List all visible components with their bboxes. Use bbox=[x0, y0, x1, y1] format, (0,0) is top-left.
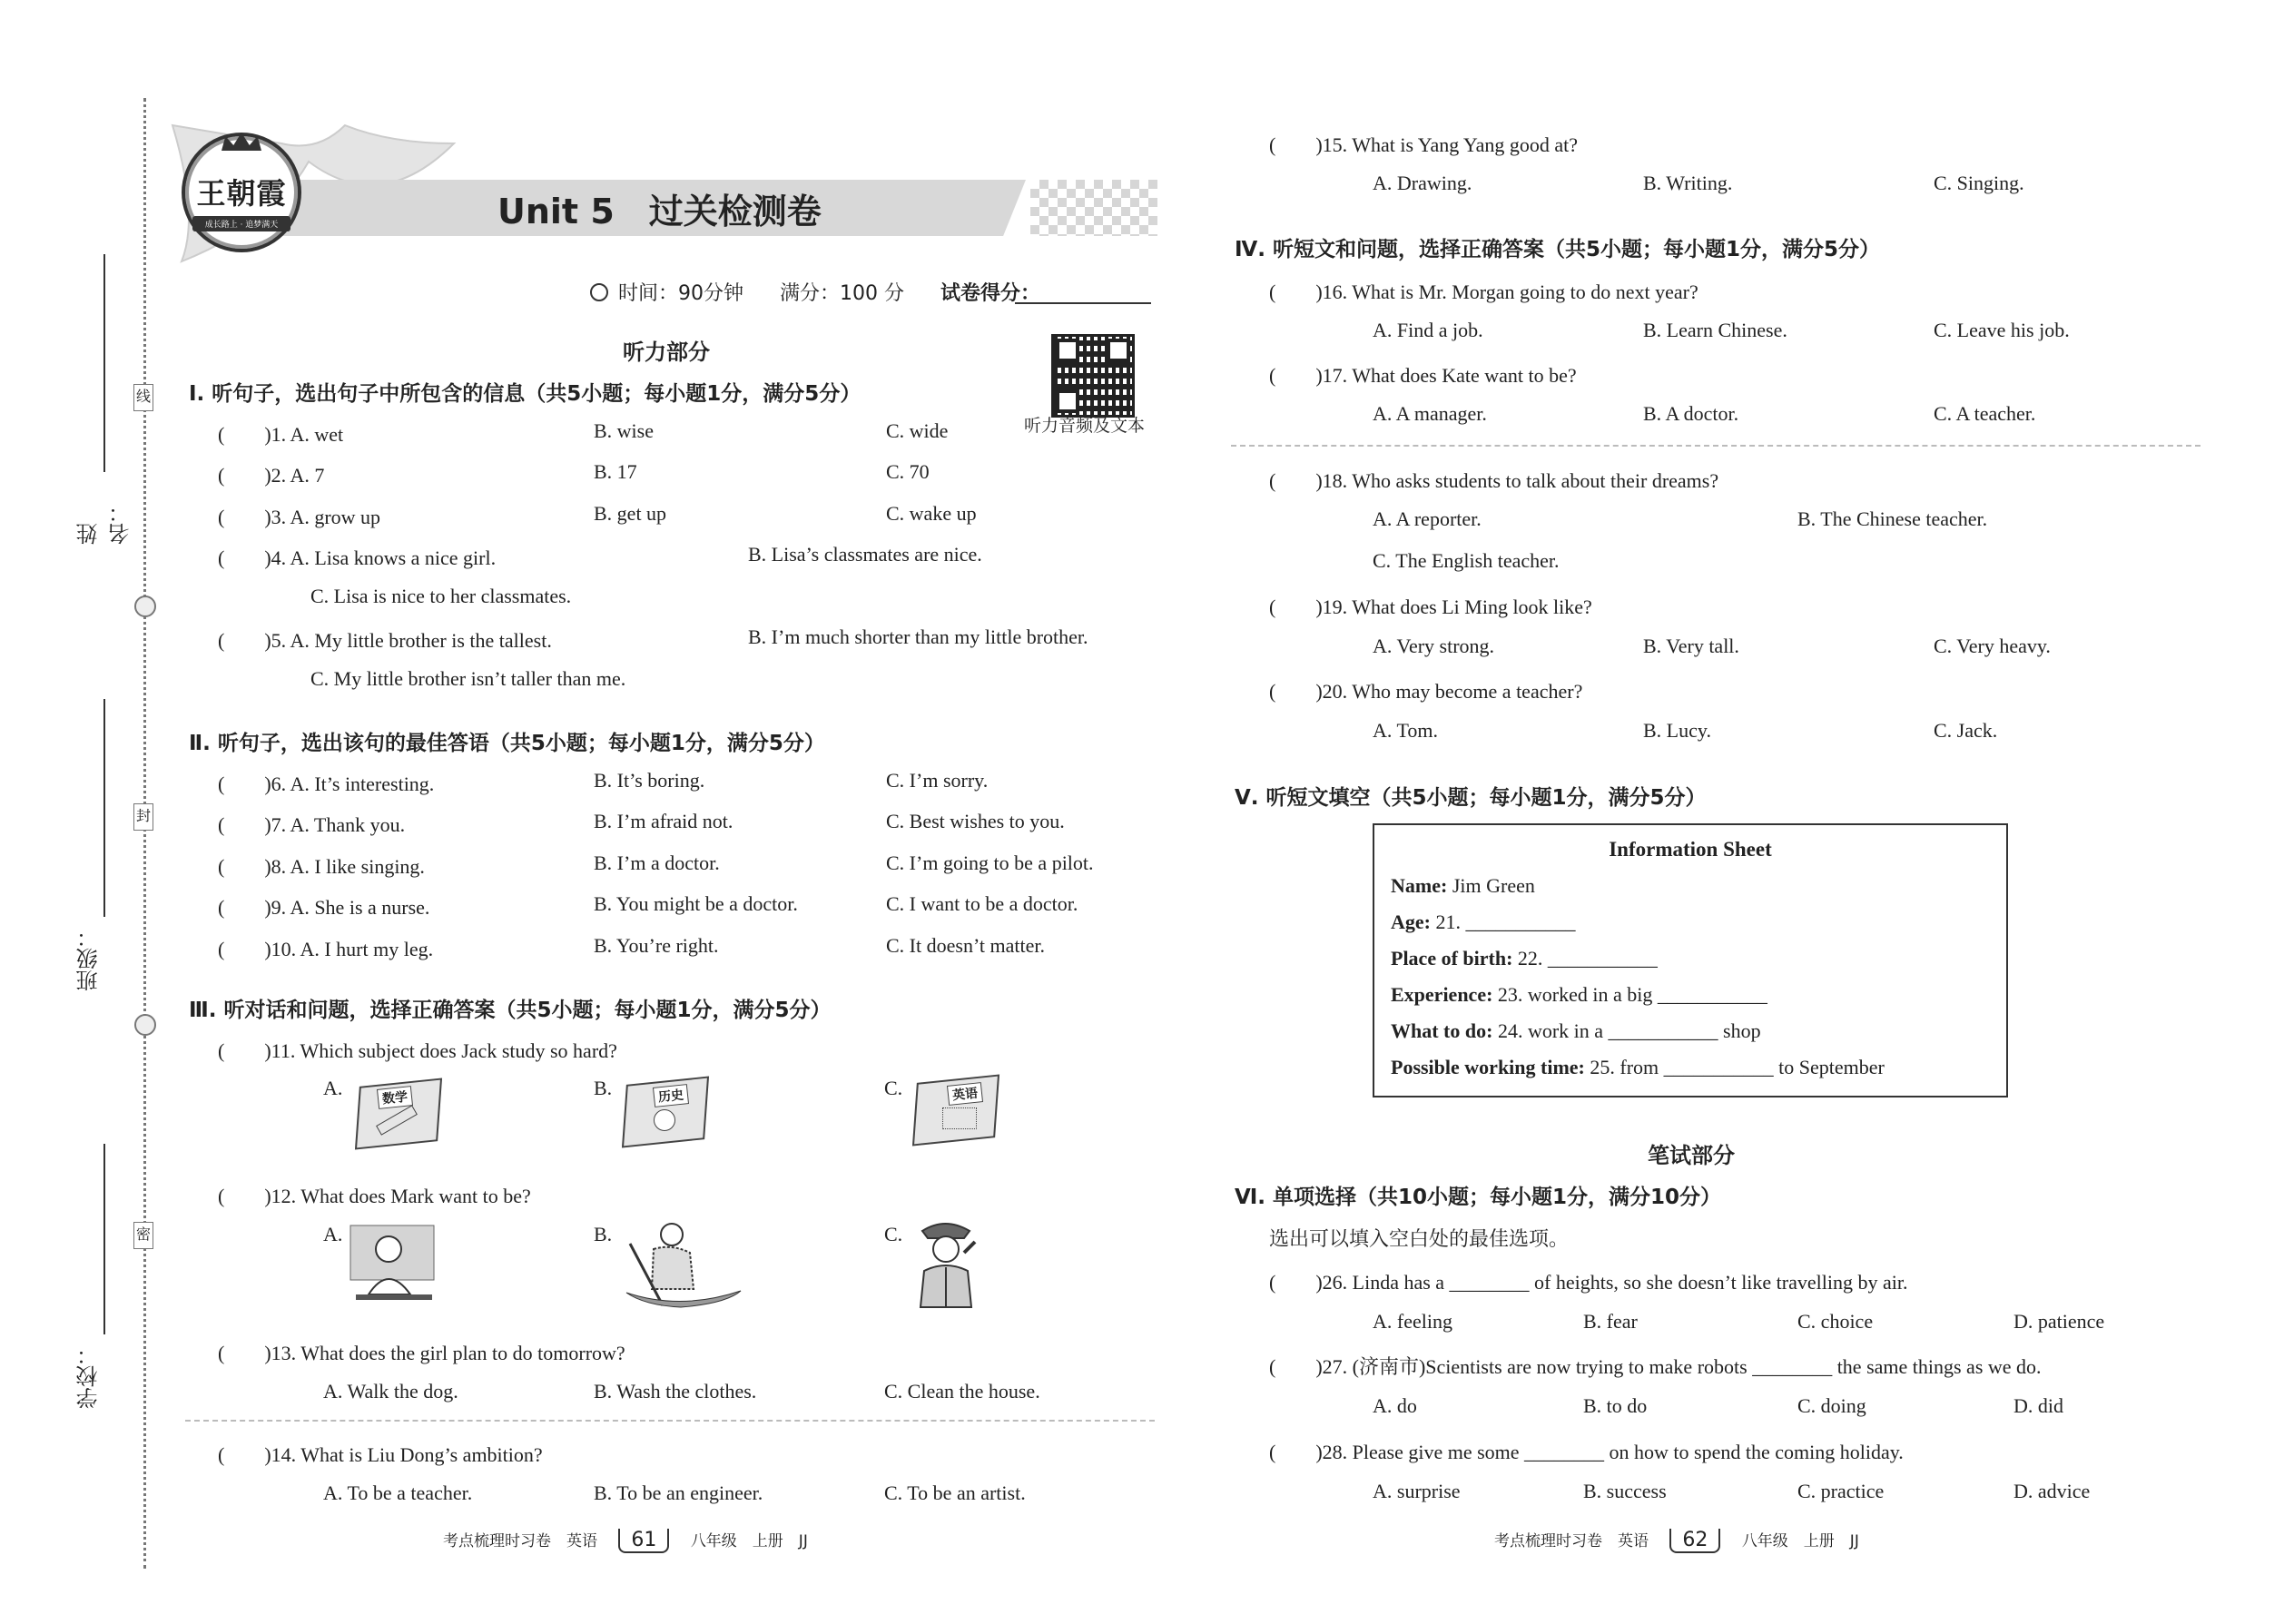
math-book-picture[interactable] bbox=[350, 1078, 450, 1149]
q3-option-c[interactable]: C. wake up bbox=[886, 502, 977, 525]
q27-option-b[interactable]: B. to do bbox=[1583, 1394, 1648, 1417]
info-age-row[interactable] bbox=[1391, 910, 1575, 934]
q3-stem: ( )3. A. grow up bbox=[218, 506, 381, 528]
info-experience-label: Experience: bbox=[1391, 983, 1493, 1006]
q2-stem: ( )2. A. 7 bbox=[218, 464, 325, 487]
q26-option-d[interactable]: D. patience bbox=[2013, 1310, 2105, 1333]
info-birth-blank[interactable]: 22. ___________ bbox=[1517, 947, 1658, 969]
q20-option-b[interactable]: B. Lucy. bbox=[1643, 719, 1711, 742]
q13-option-a[interactable]: A. Walk the dog. bbox=[323, 1380, 458, 1403]
q7-option-c[interactable]: C. Best wishes to you. bbox=[886, 810, 1065, 832]
info-working-time-label: Possible working time: bbox=[1391, 1056, 1585, 1078]
q20-option-a[interactable]: A. Tom. bbox=[1373, 719, 1439, 742]
q15-stem: ( )15. What is Yang Yang good at? bbox=[1269, 133, 1578, 156]
qr-caption: 听力音频及文本 bbox=[1024, 416, 1146, 436]
section-divider bbox=[185, 1420, 1155, 1422]
q5-option-c[interactable]: C. My little brother isn’t taller than me. bbox=[310, 667, 626, 690]
footer-left-book: 考点梳理时习卷 英语 bbox=[443, 1532, 597, 1550]
q1-option-b[interactable]: B. wise bbox=[594, 419, 654, 442]
q19-option-b[interactable]: B. Very tall. bbox=[1643, 635, 1739, 657]
full-score: 满分：100 分 bbox=[780, 282, 904, 305]
score-label: 试卷得分： bbox=[940, 282, 1041, 305]
q18-option-a[interactable]: A. A reporter. bbox=[1373, 507, 1482, 530]
q13-stem: ( )13. What does the girl plan to do tomorrow? bbox=[218, 1342, 625, 1364]
q11-option-b[interactable]: B. bbox=[594, 1077, 613, 1099]
q28-option-b[interactable]: B. success bbox=[1583, 1480, 1667, 1502]
q20-option-c[interactable]: C. Jack. bbox=[1934, 719, 1998, 742]
q9-option-b[interactable]: B. You might be a doctor. bbox=[594, 892, 798, 915]
writing-title: 笔试部分 bbox=[1648, 1143, 1735, 1168]
info-experience-blank[interactable]: 23. worked in a big ___________ bbox=[1497, 983, 1767, 1006]
info-working-time-row[interactable] bbox=[1391, 1056, 1885, 1079]
q15-option-a[interactable]: A. Drawing. bbox=[1373, 172, 1472, 194]
q27-option-d[interactable]: D. did bbox=[2013, 1394, 2063, 1417]
q19-stem: ( )19. What does Li Ming look like? bbox=[1269, 595, 1592, 618]
info-birth-row[interactable] bbox=[1391, 947, 1658, 970]
pattern-icon bbox=[942, 1107, 977, 1129]
q16-stem: ( )16. What is Mr. Morgan going to do next year? bbox=[1269, 281, 1698, 303]
section-6-instruction: 选出可以填入空白处的最佳选项。 bbox=[1269, 1228, 1570, 1251]
q6-option-b[interactable]: B. It’s boring. bbox=[594, 769, 705, 792]
brand-name: 王朝霞 bbox=[196, 176, 287, 211]
info-what-to-do-row[interactable] bbox=[1391, 1019, 1761, 1043]
math-book-title: 数学 bbox=[377, 1086, 413, 1109]
info-working-time-blank[interactable]: 25. from ___________ to September bbox=[1590, 1056, 1885, 1078]
q9-option-c[interactable]: C. I want to be a doctor. bbox=[886, 892, 1078, 915]
class-underline bbox=[103, 699, 105, 917]
history-book-picture[interactable] bbox=[617, 1077, 717, 1149]
q19-option-c[interactable]: C. Very heavy. bbox=[1934, 635, 2051, 657]
q7-option-b[interactable]: B. I’m afraid not. bbox=[594, 810, 733, 832]
q12-option-c[interactable]: C. bbox=[884, 1223, 903, 1245]
q1-option-c[interactable]: C. wide bbox=[886, 419, 949, 442]
q3-option-b[interactable]: B. get up bbox=[594, 502, 667, 525]
footer-left-page: 61 bbox=[618, 1529, 669, 1553]
q8-option-b[interactable]: B. I’m a doctor. bbox=[594, 851, 720, 874]
footer-right bbox=[1494, 1528, 1859, 1553]
q27-stem: ( )27. (济南市)Scientists are now trying to make robots ________ the same things as we do. bbox=[1269, 1355, 2042, 1378]
info-age-label: Age: bbox=[1391, 910, 1431, 933]
school-field[interactable] bbox=[36, 1144, 182, 1443]
section-6-heading: Ⅵ. 单项选择（共10小题；每小题1分，满分10分） bbox=[1235, 1186, 1722, 1209]
q14-stem: ( )14. What is Liu Dong’s ambition? bbox=[218, 1443, 543, 1466]
footer-left-grade: 八年级 上册 JJ bbox=[690, 1532, 808, 1550]
q26-option-a[interactable]: A. feeling bbox=[1373, 1310, 1452, 1333]
english-book-title: 英语 bbox=[947, 1082, 983, 1106]
info-experience-row[interactable] bbox=[1391, 983, 1767, 1007]
class-label: 班级： bbox=[76, 926, 102, 991]
q13-option-c[interactable]: C. Clean the house. bbox=[884, 1380, 1040, 1403]
brand-motto: 成长路上 · 追梦满天 bbox=[192, 216, 290, 231]
q5-option-b[interactable]: B. I’m much shorter than my little brother. bbox=[748, 625, 1088, 648]
history-book-title: 历史 bbox=[653, 1084, 689, 1107]
q15-option-c[interactable]: C. Singing. bbox=[1934, 172, 2024, 194]
crown-icon bbox=[222, 133, 261, 151]
q26-option-c[interactable]: C. choice bbox=[1797, 1310, 1874, 1333]
q4-stem: ( )4. A. Lisa knows a nice girl. bbox=[218, 546, 497, 569]
brand-logo bbox=[182, 133, 301, 252]
name-field[interactable] bbox=[36, 245, 182, 545]
page-title: Unit 5 过关检测卷 bbox=[497, 192, 822, 231]
q17-stem: ( )17. What does Kate want to be? bbox=[1269, 364, 1577, 387]
q4-option-c[interactable]: C. Lisa is nice to her classmates. bbox=[310, 585, 572, 607]
q20-stem: ( )20. Who may become a teacher? bbox=[1269, 680, 1583, 703]
q2-option-b[interactable]: B. 17 bbox=[594, 460, 637, 483]
q9-stem: ( )9. A. She is a nurse. bbox=[218, 896, 430, 919]
footer-right-book: 考点梳理时习卷 英语 bbox=[1494, 1532, 1649, 1550]
q14-option-b[interactable]: B. To be an engineer. bbox=[594, 1481, 763, 1504]
q6-stem: ( )6. A. It’s interesting. bbox=[218, 773, 435, 795]
portrait-icon bbox=[654, 1109, 675, 1131]
info-name-value: Jim Green bbox=[1452, 874, 1535, 897]
section-5-heading: Ⅴ. 听短文填空（共5小题；每小题1分，满分5分） bbox=[1235, 786, 1707, 810]
q28-option-d[interactable]: D. advice bbox=[2013, 1480, 2091, 1502]
q11-option-a[interactable]: A. bbox=[323, 1077, 343, 1099]
q2-option-c[interactable]: C. 70 bbox=[886, 460, 930, 483]
binding-knot-icon bbox=[134, 595, 156, 617]
binding-mark-line: 线 bbox=[133, 384, 153, 411]
q18-option-c[interactable]: C. The English teacher. bbox=[1373, 549, 1560, 572]
binding-mark-seal: 封 bbox=[133, 803, 153, 831]
q16-option-b[interactable]: B. Learn Chinese. bbox=[1643, 319, 1787, 341]
name-label: 姓名： bbox=[76, 501, 133, 545]
checker-pattern bbox=[1030, 180, 1157, 236]
exam-meta bbox=[590, 278, 1040, 306]
class-field[interactable] bbox=[36, 699, 182, 999]
name-underline bbox=[103, 254, 105, 472]
clock-icon bbox=[590, 283, 608, 301]
q17-option-b[interactable]: B. A doctor. bbox=[1643, 402, 1739, 425]
information-sheet bbox=[1373, 823, 2008, 1097]
q11-stem: ( )11. Which subject does Jack study so hard? bbox=[218, 1039, 617, 1062]
q10-option-b[interactable]: B. You’re right. bbox=[594, 934, 719, 957]
q27-option-a[interactable]: A. do bbox=[1373, 1394, 1417, 1417]
info-age-blank[interactable]: 21. ___________ bbox=[1435, 910, 1576, 933]
time-limit: 时间：90分钟 bbox=[618, 282, 743, 305]
info-birth-label: Place of birth: bbox=[1391, 947, 1513, 969]
q18-stem: ( )18. Who asks students to talk about their dreams? bbox=[1269, 469, 1719, 492]
section-3-heading: Ⅲ. 听对话和问题，选择正确答案（共5小题；每小题1分，满分5分） bbox=[189, 999, 832, 1022]
police-officer-picture[interactable] bbox=[904, 1216, 986, 1314]
info-what-to-do-blank[interactable]: 24. work in a ___________ shop bbox=[1497, 1019, 1761, 1042]
rowing-picture[interactable] bbox=[617, 1216, 744, 1311]
q14-option-a[interactable]: A. To be a teacher. bbox=[323, 1481, 473, 1504]
info-sheet-title: Information Sheet bbox=[1609, 838, 1772, 861]
binding-knot-icon bbox=[134, 1014, 156, 1036]
info-what-to-do-label: What to do: bbox=[1391, 1019, 1493, 1042]
binding-mark-secret: 密 bbox=[133, 1222, 153, 1249]
q16-option-c[interactable]: C. Leave his job. bbox=[1934, 319, 2070, 341]
q28-stem: ( )28. Please give me some ________ on how to spend the coming holiday. bbox=[1269, 1441, 1904, 1463]
score-blank[interactable] bbox=[1015, 302, 1151, 304]
q17-option-a[interactable]: A. A manager. bbox=[1373, 402, 1487, 425]
q11-option-c[interactable]: C. bbox=[884, 1077, 903, 1099]
footer-left bbox=[443, 1528, 808, 1553]
q10-stem: ( )10. A. I hurt my leg. bbox=[218, 938, 434, 960]
q26-option-b[interactable]: B. fear bbox=[1583, 1310, 1638, 1333]
q17-option-c[interactable]: C. A teacher. bbox=[1934, 402, 2036, 425]
school-label: 学校： bbox=[76, 1343, 102, 1409]
q27-option-c[interactable]: C. doing bbox=[1797, 1394, 1866, 1417]
info-name-label: Name: bbox=[1391, 874, 1448, 897]
q6-option-c[interactable]: C. I’m sorry. bbox=[886, 769, 989, 792]
q28-option-a[interactable]: A. surprise bbox=[1373, 1480, 1461, 1502]
q8-option-c[interactable]: C. I’m going to be a pilot. bbox=[886, 851, 1094, 874]
q7-stem: ( )7. A. Thank you. bbox=[218, 813, 406, 836]
q12-option-a[interactable]: A. bbox=[323, 1223, 343, 1245]
q14-option-c[interactable]: C. To be an artist. bbox=[884, 1481, 1026, 1504]
english-book-picture[interactable] bbox=[908, 1075, 1008, 1149]
writer-picture[interactable] bbox=[347, 1222, 438, 1309]
section-divider bbox=[1231, 445, 2200, 447]
q26-stem: ( )26. Linda has a ________ of heights, so she doesn’t like travelling by air. bbox=[1269, 1271, 1908, 1294]
section-1-heading: Ⅰ. 听句子，选出句子中所包含的信息（共5小题；每小题1分，满分5分） bbox=[189, 382, 861, 406]
q12-option-b[interactable]: B. bbox=[594, 1223, 613, 1245]
info-name-row bbox=[1391, 874, 1535, 898]
q15-option-b[interactable]: B. Writing. bbox=[1643, 172, 1733, 194]
section-2-heading: Ⅱ. 听句子，选出该句的最佳答语（共5小题；每小题1分，满分5分） bbox=[189, 732, 825, 755]
q1-stem: ( )1. A. wet bbox=[218, 423, 344, 446]
q4-option-b[interactable]: B. Lisa’s classmates are nice. bbox=[748, 543, 982, 566]
q13-option-b[interactable]: B. Wash the clothes. bbox=[594, 1380, 757, 1403]
footer-right-page: 62 bbox=[1669, 1529, 1720, 1553]
qr-code[interactable] bbox=[1051, 334, 1135, 418]
q19-option-a[interactable]: A. Very strong. bbox=[1373, 635, 1495, 657]
q18-option-b[interactable]: B. The Chinese teacher. bbox=[1797, 507, 1988, 530]
q10-option-c[interactable]: C. It doesn’t matter. bbox=[886, 934, 1045, 957]
q28-option-c[interactable]: C. practice bbox=[1797, 1480, 1885, 1502]
q16-option-a[interactable]: A. Find a job. bbox=[1373, 319, 1483, 341]
q12-stem: ( )12. What does Mark want to be? bbox=[218, 1185, 531, 1207]
listening-title: 听力部分 bbox=[623, 340, 710, 365]
school-underline bbox=[103, 1144, 105, 1334]
q8-stem: ( )8. A. I like singing. bbox=[218, 855, 425, 878]
footer-right-grade: 八年级 上册 JJ bbox=[1741, 1532, 1859, 1550]
q5-stem: ( )5. A. My little brother is the tallest. bbox=[218, 629, 552, 652]
section-4-heading: Ⅳ. 听短文和问题，选择正确答案（共5小题；每小题1分，满分5分） bbox=[1235, 238, 1881, 261]
